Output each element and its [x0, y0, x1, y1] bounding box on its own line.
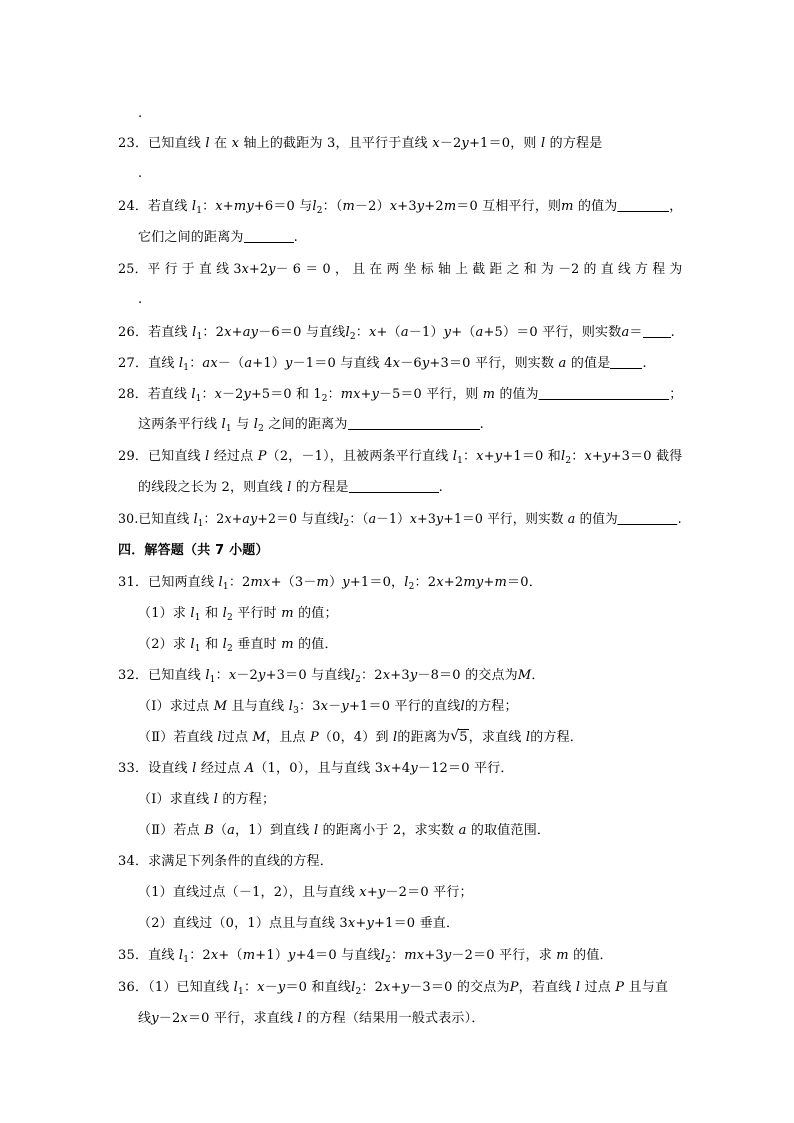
square-root: √ 5	[450, 728, 468, 745]
section-heading: 四．解答题（共 7 小题）	[118, 543, 269, 558]
question-23: 23．已知直线 l 在 x 轴上的截距为 3，且平行于直线 x－2y+1＝0，则 l 的方程是	[118, 136, 603, 151]
answer-blank[interactable]	[610, 356, 642, 369]
answer-blank[interactable]	[617, 199, 669, 212]
answer-dot: .	[138, 106, 143, 121]
question-34: 34．求满足下列条件的直线的方程．	[118, 854, 333, 869]
question-36: 36．（1）已知直线 $l_1$：x－y＝0 和直线$l_2$：2x+y－3＝0 的交点为P，若直线 l 过点 P 且与直	[118, 980, 669, 997]
question-25: 25．平 行 于 直 线 3x+2y－ 6 ＝ 0 ， 且 在 两 坐 标 轴 上 截 距 之 和 为 －2 的 直 线 方 程 为	[118, 262, 683, 277]
question-36-line2: 线y－2x＝0 平行，求直线 l 的方程（结果用一般式表示）．	[138, 1011, 485, 1026]
question-32-part-2: （Ⅱ）若直线 l过点 M，且点 P（0，4）到 l的距离为 √ 5，求直线 l的方程．	[138, 728, 583, 745]
answer-blank[interactable]	[643, 325, 671, 338]
question-31-part-1: （1）求 $l_1$ 和 $l_2$ 平行时 m 的值；	[138, 606, 338, 623]
answer-blank[interactable]	[244, 230, 294, 243]
question-24: 24．若直线 $l_1$：x+my+6＝0 与$l_2$：（m－2）x+3y+2m＝0 互相平行，则m 的值为 ，	[118, 199, 683, 216]
answer-dot: .	[138, 292, 143, 307]
question-32: 32．已知直线 $l_1$：x－2y+3＝0 与直线$l_2$：2x+3y－8＝0 的交点为M．	[118, 668, 545, 685]
answer-dot: .	[138, 166, 143, 181]
answer-blank[interactable]	[349, 480, 439, 493]
question-34-part-1: （1）直线过点（－1，2），且与直线 x+y－2＝0 平行；	[138, 885, 473, 900]
question-33-part-2: （Ⅱ）若点 B（a，1）到直线 l 的距离小于 2，求实数 a 的取值范围．	[138, 823, 551, 838]
question-28: 28．若直线 $l_1$：x－2y+5＝0 和 $1_2$：mx+y－5＝0 平行，则 m 的值为 ；	[118, 387, 683, 404]
answer-blank[interactable]	[618, 512, 678, 525]
question-30: 30.已知直线 $l_1$：2x+ay+2＝0 与直线$l_2$：（a－1）x+3y+1＝0 平行，则实数 a 的值为 .	[118, 512, 682, 529]
question-35: 35．直线 $l_1$：2x+（m+1）y+4＝0 与直线$l_2$：mx+3y－2＝0 平行，求 m 的值．	[118, 948, 613, 965]
question-31: 31．已知两直线 $l_1$：2mx+（3－m）y+1＝0，$l_2$：2x+2my+m＝0．	[118, 575, 542, 592]
question-33: 33．设直线 l 经过点 A（1，0），且与直线 3x+4y－12＝0 平行．	[118, 761, 514, 776]
question-28-line2: 这两条平行线 $l_1$ 与 $l_2$ 之间的距离为 .	[138, 417, 484, 434]
question-24-line2: 它们之间的距离为 .	[138, 230, 298, 245]
question-34-part-2: （2）直线过（0，1）点且与直线 3x+y+1＝0 垂直．	[138, 916, 460, 931]
question-26: 26．若直线 $l_1$：2x+ay－6＝0 与直线$l_2$：x+（a－1）y+（a+5）＝0 平行，则实数a＝ .	[118, 325, 675, 342]
answer-blank[interactable]	[539, 387, 670, 400]
question-33-part-1: （Ⅰ）求直线 l 的方程；	[138, 792, 276, 807]
question-29: 29．已知直线 l 经过点 P（2，－1），且被两条平行直线 $l_1$：x+y+1＝0 和$l_2$：x+y+3＝0 截得	[118, 449, 683, 466]
question-32-part-1: （Ⅰ）求过点 M 且与直线 $l_3$：3x－y+1＝0 平行的直线l的方程；	[138, 699, 518, 716]
question-29-line2: 的线段之长为 2，则直线 l 的方程是 .	[138, 480, 444, 495]
question-31-part-2: （2）求 $l_1$ 和 $l_2$ 垂直时 m 的值．	[138, 637, 338, 654]
answer-blank[interactable]	[348, 417, 480, 430]
question-27: 27．直线 $l_1$：ax－（a+1）y－1＝0 与直线 4x－6y+3＝0 平行，则实数 a 的值是 .	[118, 356, 647, 373]
